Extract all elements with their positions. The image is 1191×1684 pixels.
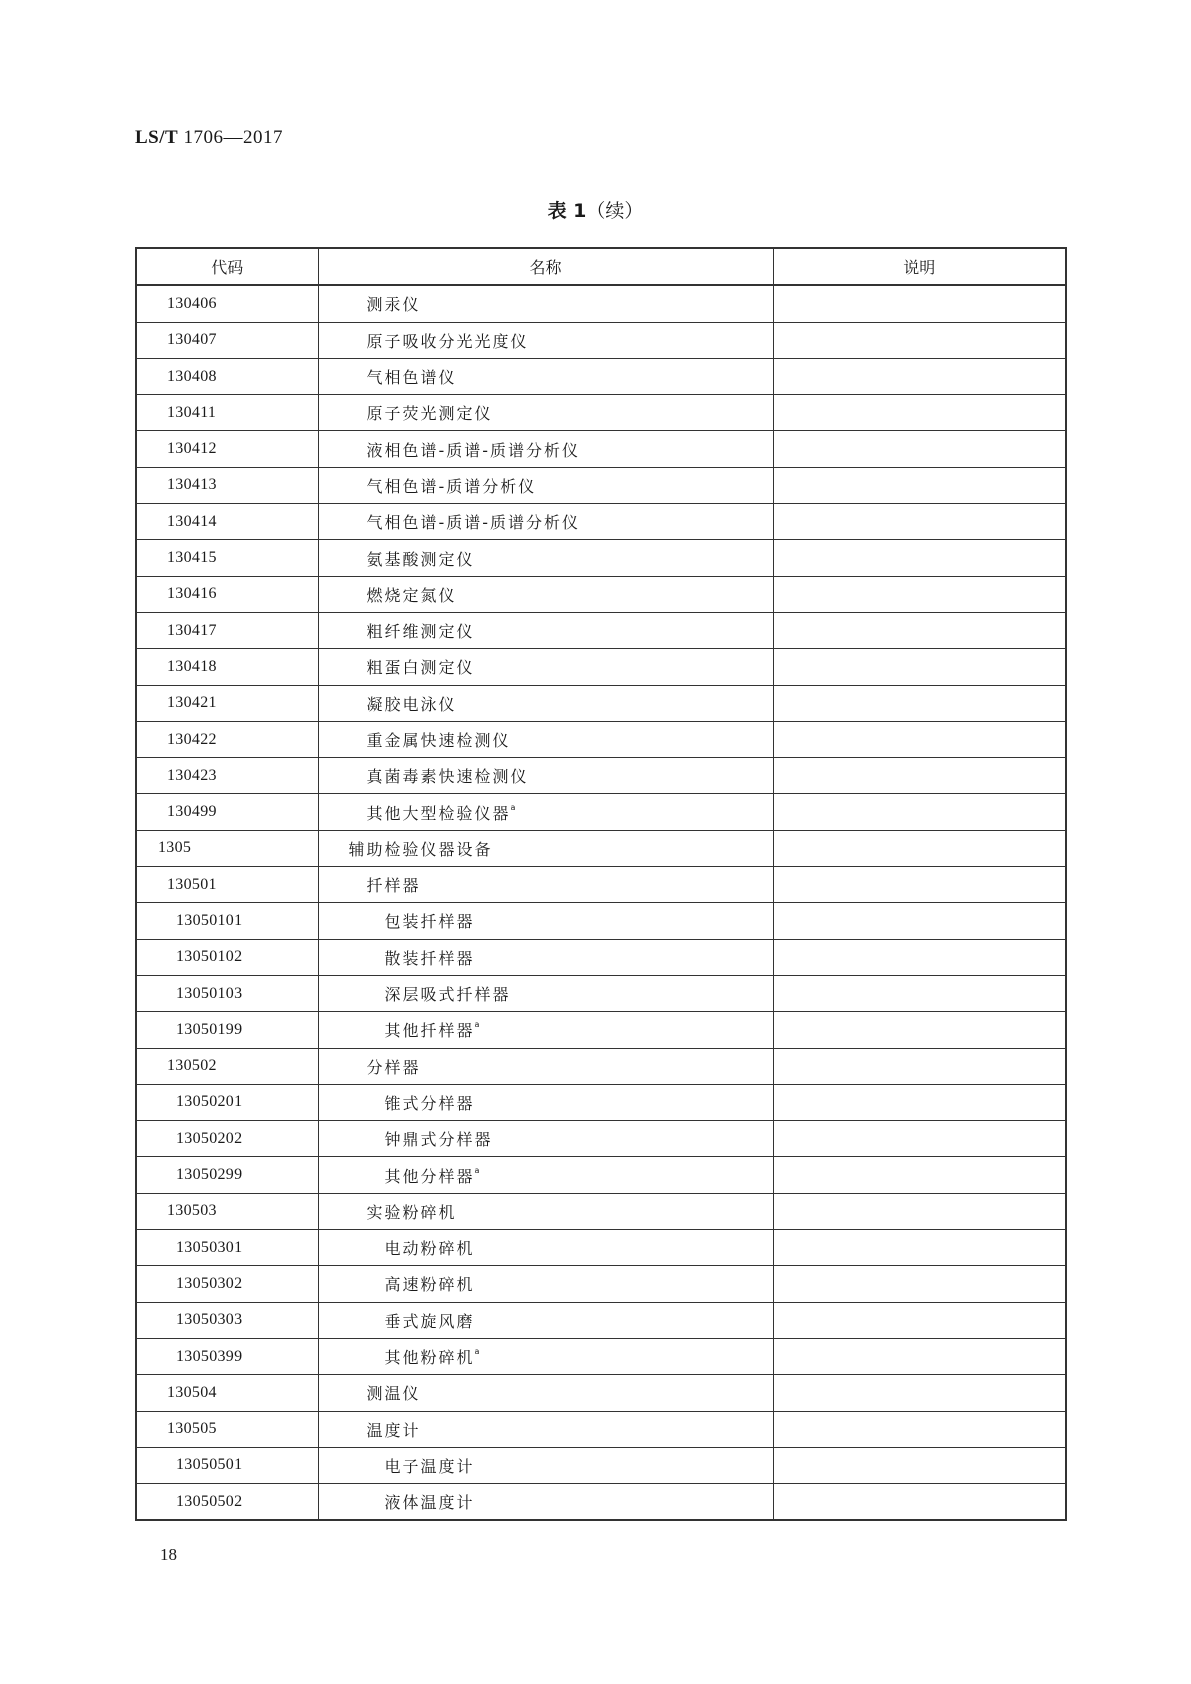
row-name-text: 其他大型检验仪器 — [366, 803, 511, 823]
row-description — [773, 395, 1066, 431]
row-name-text: 粗蛋白测定仪 — [366, 658, 475, 678]
row-description — [773, 1375, 1066, 1411]
row-name — [318, 504, 773, 540]
row-code: 130418 — [136, 649, 318, 685]
row-name — [318, 649, 773, 685]
row-name-text: 分样器 — [366, 1057, 421, 1077]
row-description — [773, 1338, 1066, 1374]
row-description — [773, 358, 1066, 394]
row-name — [318, 1447, 773, 1483]
table-row — [136, 649, 1066, 685]
table-row — [136, 1302, 1066, 1338]
row-code: 130503 — [136, 1193, 318, 1229]
row-description — [773, 1048, 1066, 1084]
row-description — [773, 1157, 1066, 1193]
table-title-name: 表 1 — [547, 200, 587, 222]
row-name-text: 液相色谱-质谱-质谱分析仪 — [366, 440, 581, 460]
row-description — [773, 903, 1066, 939]
table-row — [136, 830, 1066, 866]
table-title — [0, 196, 1191, 223]
row-name-text: 扦样器 — [366, 876, 421, 896]
row-name — [318, 903, 773, 939]
row-description — [773, 1084, 1066, 1120]
row-name — [318, 1230, 773, 1266]
row-name-text: 氨基酸测定仪 — [366, 549, 475, 569]
row-code: 130406 — [136, 285, 318, 322]
row-description — [773, 758, 1066, 794]
table-row — [136, 467, 1066, 503]
table-row — [136, 758, 1066, 794]
row-code: 13050501 — [136, 1447, 318, 1483]
row-code: 130414 — [136, 504, 318, 540]
row-code: 130416 — [136, 576, 318, 612]
row-name-text: 凝胶电泳仪 — [366, 694, 457, 714]
row-name — [318, 794, 773, 830]
footnote-marker: a — [474, 1165, 480, 1175]
row-description — [773, 540, 1066, 576]
row-code: 13050202 — [136, 1121, 318, 1157]
row-name — [318, 467, 773, 503]
row-code: 130504 — [136, 1375, 318, 1411]
table-row — [136, 1012, 1066, 1048]
table-row — [136, 1230, 1066, 1266]
table-row — [136, 1048, 1066, 1084]
standard-code: 1706—2017 — [183, 127, 283, 148]
row-name-text: 测温仪 — [366, 1384, 421, 1404]
row-code: 130415 — [136, 540, 318, 576]
row-code: 130421 — [136, 685, 318, 721]
table-row — [136, 721, 1066, 757]
table-row — [136, 1375, 1066, 1411]
row-code: 130411 — [136, 395, 318, 431]
row-name-text: 深层吸式扦样器 — [384, 985, 511, 1005]
table-title-continued: （续） — [586, 200, 644, 222]
row-code: 13050302 — [136, 1266, 318, 1302]
row-name — [318, 975, 773, 1011]
row-name-text: 测汞仪 — [366, 295, 421, 315]
table-row — [136, 1411, 1066, 1447]
row-name — [318, 322, 773, 358]
classification-table — [135, 247, 1067, 1521]
row-code: 130499 — [136, 794, 318, 830]
row-name-text: 其他分样器 — [384, 1166, 475, 1186]
row-description — [773, 322, 1066, 358]
table-header-row — [136, 248, 1066, 285]
row-code: 130417 — [136, 612, 318, 648]
row-name — [318, 612, 773, 648]
table-row — [136, 322, 1066, 358]
row-description — [773, 649, 1066, 685]
table-row — [136, 504, 1066, 540]
row-description — [773, 612, 1066, 648]
row-name — [318, 1193, 773, 1229]
column-header-description: 说明 — [773, 248, 1066, 285]
table-body — [136, 285, 1066, 1520]
row-code: 130407 — [136, 322, 318, 358]
table-row — [136, 1484, 1066, 1521]
row-code: 130412 — [136, 431, 318, 467]
row-description — [773, 285, 1066, 322]
row-name-text: 粗纤维测定仪 — [366, 622, 475, 642]
table-row — [136, 540, 1066, 576]
row-code: 130502 — [136, 1048, 318, 1084]
row-description — [773, 1266, 1066, 1302]
row-name — [318, 721, 773, 757]
table-row — [136, 939, 1066, 975]
column-header-name: 名称 — [318, 248, 773, 285]
table-row — [136, 1447, 1066, 1483]
row-description — [773, 685, 1066, 721]
row-name — [318, 1302, 773, 1338]
row-code: 13050303 — [136, 1302, 318, 1338]
row-name — [318, 1484, 773, 1521]
row-name — [318, 1157, 773, 1193]
row-name-text: 垂式旋风磨 — [384, 1311, 475, 1331]
row-name-text: 重金属快速检测仪 — [366, 731, 511, 750]
row-description — [773, 576, 1066, 612]
row-code: 13050102 — [136, 939, 318, 975]
row-code: 130413 — [136, 467, 318, 503]
page-number: 18 — [160, 1545, 177, 1564]
row-name-text: 原子吸收分光光度仪 — [366, 331, 529, 351]
row-name-text: 气相色谱-质谱分析仪 — [366, 476, 537, 496]
row-description — [773, 721, 1066, 757]
row-code: 13050103 — [136, 975, 318, 1011]
table-row — [136, 1266, 1066, 1302]
row-name — [318, 685, 773, 721]
standard-prefix: LS/T — [135, 127, 179, 148]
row-name-text: 其他粉碎机 — [384, 1348, 475, 1368]
row-name-text: 气相色谱-质谱-质谱分析仪 — [366, 513, 581, 533]
row-name — [318, 285, 773, 322]
row-description — [773, 1302, 1066, 1338]
row-code: 130408 — [136, 358, 318, 394]
row-description — [773, 1447, 1066, 1483]
row-description — [773, 431, 1066, 467]
row-name-text: 包装扦样器 — [384, 912, 475, 932]
row-code: 13050199 — [136, 1012, 318, 1048]
row-name — [318, 358, 773, 394]
row-name-text: 散装扦样器 — [384, 948, 475, 968]
row-code: 130501 — [136, 867, 318, 903]
row-name — [318, 867, 773, 903]
table-row — [136, 358, 1066, 394]
table-row — [136, 903, 1066, 939]
row-name — [318, 1084, 773, 1120]
row-description — [773, 867, 1066, 903]
footnote-marker: a — [474, 1020, 480, 1030]
row-name-text: 温度计 — [366, 1420, 421, 1440]
row-code: 13050399 — [136, 1338, 318, 1374]
row-description — [773, 1121, 1066, 1157]
row-description — [773, 1230, 1066, 1266]
row-name-text: 气相色谱仪 — [366, 368, 457, 388]
table-row — [136, 576, 1066, 612]
row-name-text: 实验粉碎机 — [366, 1202, 457, 1222]
footnote-marker: a — [510, 802, 516, 812]
row-name — [318, 1012, 773, 1048]
row-name — [318, 939, 773, 975]
table-row — [136, 975, 1066, 1011]
table-row — [136, 612, 1066, 648]
row-name — [318, 830, 773, 866]
row-code: 130423 — [136, 758, 318, 794]
row-code: 13050301 — [136, 1230, 318, 1266]
table-row — [136, 685, 1066, 721]
row-name — [318, 758, 773, 794]
table-row — [136, 395, 1066, 431]
row-code: 13050101 — [136, 903, 318, 939]
row-name-text: 真菌毒素快速检测仪 — [366, 767, 529, 787]
row-code: 13050299 — [136, 1157, 318, 1193]
row-name — [318, 576, 773, 612]
row-name-text: 高速粉碎机 — [384, 1275, 475, 1295]
row-name-text: 其他扦样器 — [384, 1021, 475, 1041]
table-row — [136, 1157, 1066, 1193]
row-description — [773, 830, 1066, 866]
row-name — [318, 431, 773, 467]
table-row — [136, 867, 1066, 903]
table-row — [136, 794, 1066, 830]
row-description — [773, 1193, 1066, 1229]
table-row — [136, 1084, 1066, 1120]
table-row — [136, 285, 1066, 322]
table-row — [136, 431, 1066, 467]
row-description — [773, 1484, 1066, 1521]
row-name — [318, 1048, 773, 1084]
row-name-text: 锥式分样器 — [384, 1093, 475, 1113]
row-name-text: 液体温度计 — [384, 1493, 475, 1513]
row-name — [318, 1375, 773, 1411]
row-name-text: 钟鼎式分样器 — [384, 1130, 493, 1150]
row-name-text: 辅助检验仪器设备 — [348, 839, 493, 859]
row-name — [318, 395, 773, 431]
row-name — [318, 1411, 773, 1447]
table-row — [136, 1121, 1066, 1157]
row-description — [773, 794, 1066, 830]
column-header-code: 代码 — [136, 248, 318, 285]
row-description — [773, 939, 1066, 975]
row-description — [773, 1012, 1066, 1048]
row-code: 130505 — [136, 1411, 318, 1447]
row-description — [773, 1411, 1066, 1447]
row-name — [318, 1266, 773, 1302]
table-row — [136, 1193, 1066, 1229]
footnote-marker: a — [474, 1347, 480, 1357]
row-description — [773, 467, 1066, 503]
row-description — [773, 975, 1066, 1011]
table-row — [136, 1338, 1066, 1374]
row-name-text: 电子温度计 — [384, 1456, 475, 1476]
row-name-text: 原子荧光测定仪 — [366, 404, 493, 424]
row-name — [318, 1338, 773, 1374]
row-code: 1305 — [136, 830, 318, 866]
row-code: 130422 — [136, 721, 318, 757]
row-name-text: 燃烧定氮仪 — [366, 585, 457, 605]
row-name — [318, 540, 773, 576]
row-code: 13050201 — [136, 1084, 318, 1120]
row-description — [773, 504, 1066, 540]
row-code: 13050502 — [136, 1484, 318, 1521]
row-name-text: 电动粉碎机 — [384, 1239, 475, 1259]
row-name — [318, 1121, 773, 1157]
standard-number — [135, 127, 283, 149]
